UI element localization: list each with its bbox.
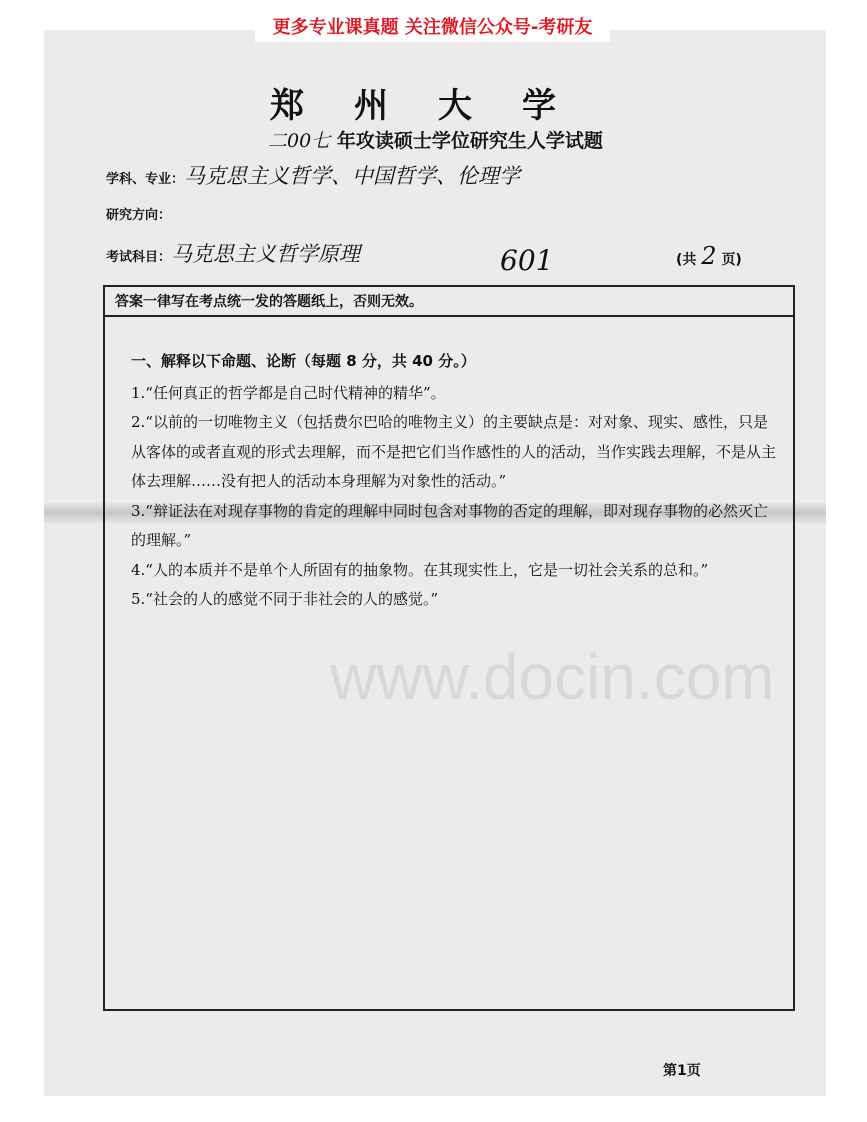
question-item: 3.“辩证法在对现存事物的肯定的理解中同时包含对事物的否定的理解，即对现存事物的必然灭亡的理解。”: [131, 501, 768, 549]
page-number: 第1页: [663, 1063, 701, 1079]
exam-title-text: 年攻读硕士学位研究生人学试题: [336, 130, 603, 152]
school-name: 郑州大学: [270, 86, 606, 126]
question-item: 2.“以前的一切唯物主义（包括费尔巴哈的唯物主义）的主要缺点是：对对象、现实、感性，只是从客体的或者直观的形式去理解，而不是把它们当作感性的人的活动，当作实践去理解，不是从主体去理解……没有把人的活动本身理解为对象性的活动。”: [131, 413, 777, 490]
question-item: 5.“社会的人的感觉不同于非社会的人的感觉。”: [131, 590, 439, 608]
promo-banner: 更多专业课真题 关注微信公众号-考研友: [255, 14, 610, 42]
answer-notice: 答案一律写在考点统一发的答题纸上，否则无效。: [105, 287, 793, 317]
direction-label: 研究方向：: [106, 208, 172, 223]
section-heading: 一、解释以下命题、论断（每题 8 分，共 40 分。）: [131, 352, 476, 370]
page-count: [676, 242, 742, 270]
subject-code: 601: [500, 244, 554, 277]
watermark: www.docin.com: [330, 641, 775, 713]
question-section: [131, 347, 779, 615]
pages-suffix: 页): [721, 252, 742, 268]
subject-value: 马克思主义哲学原理: [171, 242, 361, 266]
pages-prefix: (共: [676, 252, 697, 268]
major-label: 学科、专业：: [106, 172, 185, 187]
subject-field: [106, 238, 360, 268]
question-item: 1.“任何真正的哲学都是自己时代精神的精华”。: [131, 383, 446, 402]
year-handwritten: 二00七: [268, 130, 331, 152]
major-value: 马克思主义哲学、中国哲学、伦理学: [184, 164, 521, 188]
exam-title: [268, 126, 603, 153]
subject-label: 考试科目：: [106, 250, 172, 265]
pages-count: 2: [701, 242, 717, 270]
major-field: [106, 160, 520, 190]
question-item: 4.“人的本质并不是单个人所固有的抽象物。在其现实性上，它是一切社会关系的总和。”: [131, 560, 709, 579]
